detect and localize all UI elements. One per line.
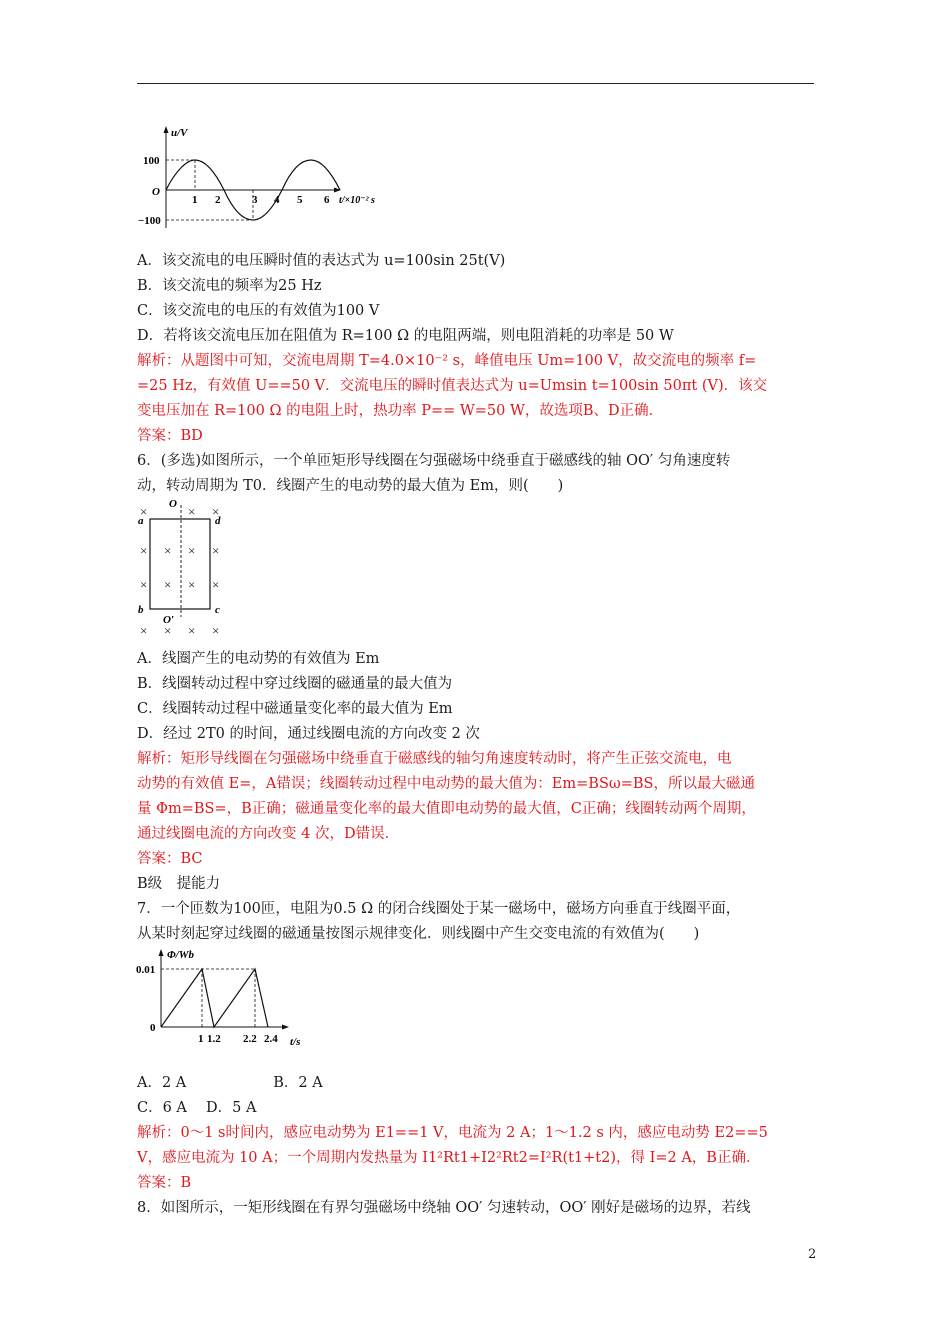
q7-y-arrow-icon [159, 949, 164, 956]
q5-answer: 答案：BD [137, 428, 203, 444]
field-cross-icon: × [164, 543, 172, 558]
q6-label-o-prime: O′ [163, 614, 175, 626]
q7-analysis-line: 解析：0～1 s时间内，感应电动势为 E1==1 V，电流为 2 A；1～1.2 s 内，感应电动势 E2==5 [137, 1125, 768, 1141]
q5-option-c: C．该交流电的电压的有效值为100 V [137, 303, 380, 319]
q7-ytick: 0.01 [136, 964, 156, 976]
q6-analysis-line: 量 Φm=BS=，B正确；磁通量变化率的最大值即电动势的最大值，C正确；线圈转动两个周期， [137, 801, 756, 817]
field-cross-icon: × [164, 623, 172, 638]
q5-y-arrow-icon [164, 126, 169, 133]
q7-options-line: A．2 A B．2 A [137, 1075, 323, 1091]
q7-xtick: 2.2 [243, 1033, 257, 1045]
q5-xtick: 3 [252, 194, 258, 206]
q6-stem-line: 动，转动周期为 T0．线圈产生的电动势的最大值为 Em，则( ) [137, 478, 564, 494]
q6-label-b: b [138, 604, 144, 616]
q5-xtick: 1 [192, 194, 198, 206]
section-heading: B级 提能力 [137, 876, 221, 892]
field-cross-icon: × [212, 577, 220, 592]
q5-xlabel: t/×10⁻² s [339, 195, 375, 206]
q5-option-a: A．该交流电的电压瞬时值的表达式为 u=100sin 25t(V) [137, 253, 506, 269]
q7-xtick: 2.4 [264, 1033, 278, 1045]
q7-xtick: 1 [198, 1033, 204, 1045]
q6-label-a: a [138, 515, 144, 527]
q5-ytick-top: 100 [143, 155, 160, 167]
q5-option-b: B．该交流电的频率为25 Hz [137, 278, 322, 294]
q5-option-d: D．若将该交流电压加在阻值为 R=100 Ω 的电阻两端，则电阻消耗的功率是 50 W [137, 328, 674, 344]
q7-options-line: C．6 A D．5 A [137, 1100, 257, 1116]
q7-answer: 答案：B [137, 1175, 192, 1191]
field-cross-icon: × [188, 577, 196, 592]
q7-x-arrow-icon [282, 1025, 289, 1030]
q7-ylabel: Φ/Wb [167, 949, 195, 961]
field-cross-icon: × [212, 623, 220, 638]
q7-flux-graph [135, 945, 315, 1045]
q6-label-d: d [215, 515, 221, 527]
q6-coil-rectangle [150, 519, 210, 609]
q5-analysis-line: 变电压加在 R=100 Ω 的电阻上时，热功率 P== W=50 W，故选项B、D正确． [137, 403, 664, 419]
q7-flux-curve [161, 969, 268, 1027]
q7-stem-line: 7．一个匝数为100匝，电阻为0.5 Ω 的闭合线圈处于某一磁场中，磁场方向垂直于线圈平面， [137, 901, 741, 917]
q6-option-c: C．线圈转动过程中磁通量变化率的最大值为 Em [137, 701, 453, 717]
q6-option-d: D．经过 2T0 的时间，通过线圈电流的方向改变 2 次 [137, 726, 480, 742]
q6-analysis-line: 解析：矩形导线圈在匀强磁场中绕垂直于磁感线的轴匀角速度转动时，将产生正弦交流电，电 [137, 751, 732, 767]
q5-ytick-bottom: −100 [138, 215, 161, 227]
field-cross-icon: × [188, 623, 196, 638]
q6-coil-figure [135, 495, 235, 640]
q5-analysis-line: =25 Hz，有效值 U==50 V．交流电压的瞬时值表达式为 u=Umsin t=100sin 50πt (V)．该交 [137, 378, 768, 394]
q6-option-a: A．线圈产生的电动势的有效值为 Em [137, 651, 380, 667]
q8-stem-line: 8．如图所示，一矩形线圈在有界匀强磁场中绕轴 OO′ 匀速转动，OO′ 刚好是磁场的边界，若线 [137, 1200, 751, 1216]
q6-label-o: O [169, 498, 177, 510]
q7-stem-line: 从某时刻起穿过线圈的磁通量按图示规律变化．则线圈中产生交变电流的有效值为( ) [137, 926, 700, 942]
q5-xtick: 4 [274, 194, 280, 206]
q7-analysis-line: V，感应电流为 10 A；一个周期内发热量为 I1²Rt1+I2²Rt2=I²R(t1+t2)，得 I=2 A，B正确． [137, 1150, 761, 1166]
field-cross-icon: × [188, 504, 196, 519]
q5-origin: O [152, 186, 160, 198]
q7-xlabel: t/s [290, 1036, 301, 1045]
field-cross-icon: × [212, 543, 220, 558]
q7-xtick: 1.2 [207, 1033, 221, 1045]
field-cross-icon: × [140, 623, 148, 638]
field-cross-icon: × [140, 504, 148, 519]
page-number: 2 [808, 1247, 817, 1262]
q5-analysis-line: 解析：从题图中可知，交流电周期 T=4.0×10⁻² s，峰值电压 Um=100 V，故交流电的频率 f= [137, 353, 757, 369]
q6-stem-line: 6．(多选)如图所示，一个单匝矩形导线圈在匀强磁场中绕垂直于磁感线的轴 OO′ 匀角速度转 [137, 453, 731, 469]
field-cross-icon: × [164, 577, 172, 592]
field-cross-icon: × [188, 543, 196, 558]
field-cross-icon: × [140, 577, 148, 592]
q6-answer: 答案：BC [137, 851, 203, 867]
q6-option-b: B．线圈转动过程中穿过线圈的磁通量的最大值为 [137, 676, 453, 692]
q5-voltage-graph [137, 123, 407, 233]
q7-origin: 0 [150, 1022, 156, 1034]
q6-analysis-line: 动势的有效值 E=，A错误；线圈转动过程中电动势的最大值为：Em=BSω=BS，所以最大磁通 [137, 776, 755, 792]
q6-label-c: c [215, 604, 220, 616]
q5-ylabel: u/V [171, 127, 188, 139]
q5-xtick: 5 [297, 194, 303, 206]
header-rule [137, 83, 814, 84]
q6-analysis-line: 通过线圈电流的方向改变 4 次，D错误． [137, 826, 400, 842]
q5-xtick: 2 [215, 194, 221, 206]
q5-xtick: 6 [324, 194, 330, 206]
field-cross-icon: × [212, 504, 220, 519]
field-cross-icon: × [140, 543, 148, 558]
